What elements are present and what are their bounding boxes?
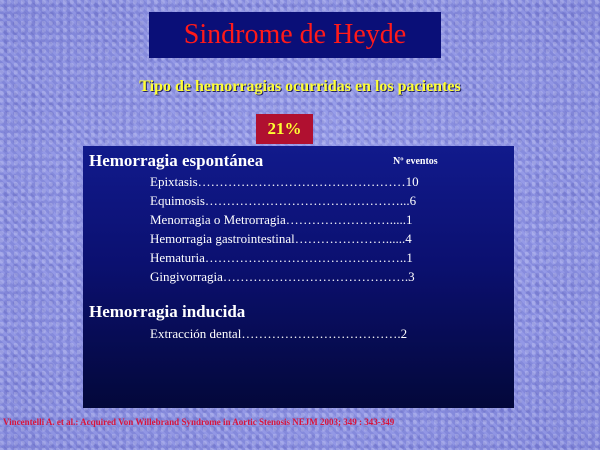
list-item: Hemorragia gastrointestinal…………………......4 <box>150 231 412 246</box>
induced-heading: Hemorragia inducida <box>89 302 246 321</box>
title-box <box>149 12 441 58</box>
list-item: Gingivorragia…………………………………….3 <box>150 269 415 284</box>
slide-subtitle: Tipo de hemorragias ocurridas en los pacientes <box>139 78 461 95</box>
percentage-value: 21% <box>267 119 302 138</box>
list-item: Extracción dental……………………………….2 <box>150 326 408 341</box>
list-item: Hematuria………………………………………..1 <box>150 250 413 265</box>
list-item: Epixtasis…………………………………………10 <box>150 174 419 189</box>
content-panel <box>83 146 514 408</box>
events-column-label: Nº eventos <box>393 156 438 167</box>
list-item: Equimosis………………………………………...6 <box>150 193 417 208</box>
list-item: Menorragia o Metrorragia…………………….....1 <box>150 212 413 227</box>
slide-title: Sindrome de Heyde <box>183 19 407 50</box>
percentage-badge <box>256 114 313 144</box>
spontaneous-heading: Hemorragia espontánea <box>89 151 264 170</box>
reference-citation: Vincentelli A. et al.: Acquired Von Willebrand Syndrome in Aortic Stenosis NEJM 2003; 349 : 343-349 <box>3 417 395 427</box>
